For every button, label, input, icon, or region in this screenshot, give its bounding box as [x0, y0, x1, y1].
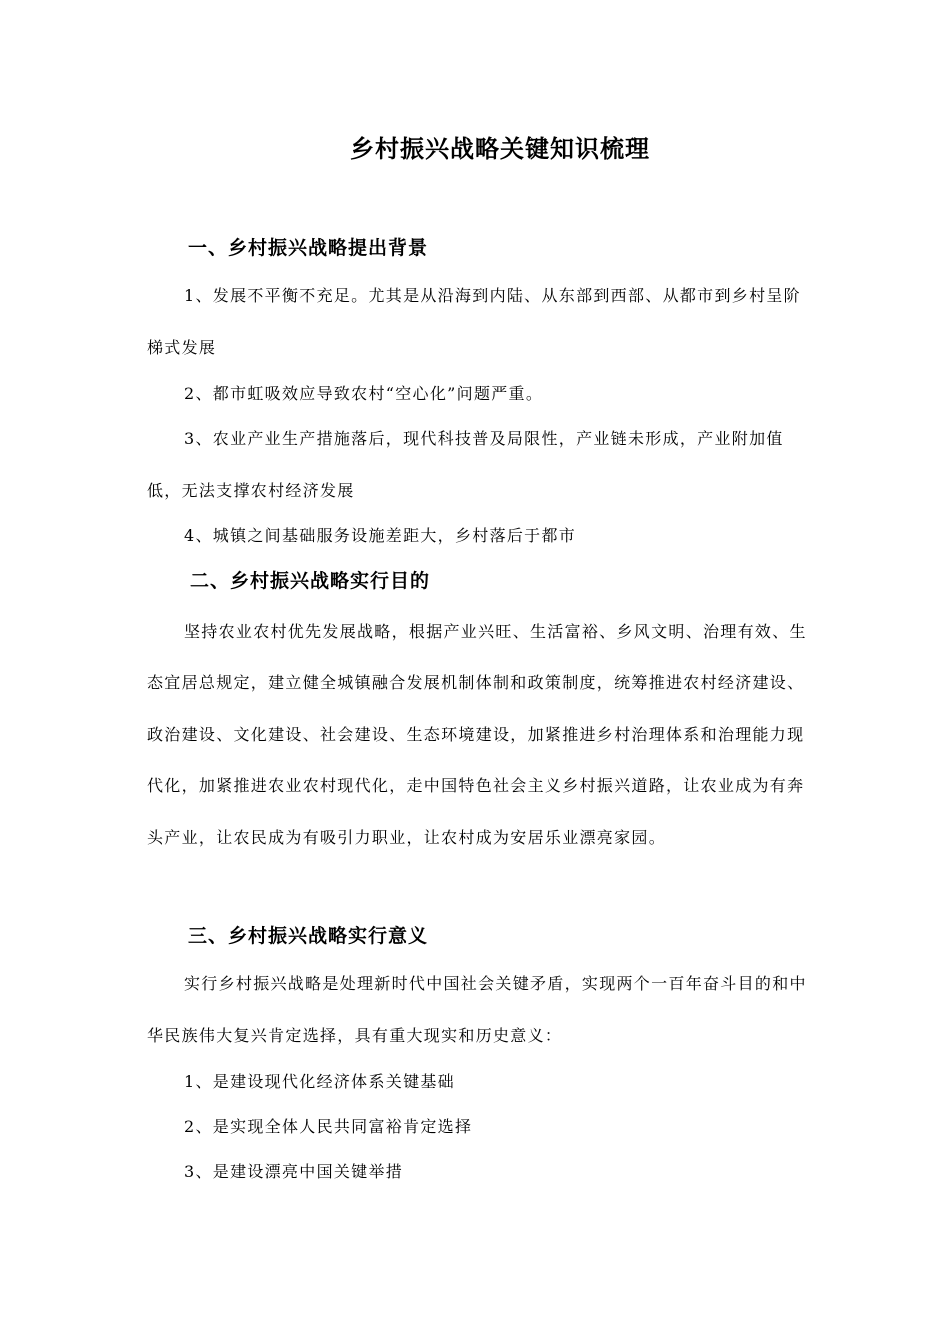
- paragraph: 2、都市虹吸效应导致农村“空心化”问题严重。: [184, 384, 544, 403]
- section-heading-significance: 三、乡村振兴战略实行意义: [188, 925, 429, 947]
- paragraph: 3、是建设漂亮中国关键举措: [184, 1162, 404, 1181]
- paragraph: 1、是建设现代化经济体系关键基础: [184, 1072, 455, 1091]
- paragraph: 4、城镇之间基础服务设施差距大，乡村落后于都市: [184, 526, 577, 545]
- section-heading-background: 一、乡村振兴战略提出背景: [188, 237, 429, 259]
- paragraph: 坚持农业农村优先发展战略，根据产业兴旺、生活富裕、乡风文明、治理有效、生态宜居总规定，建立健全城镇融合发展机制体制和政策制度，统筹推进农村经济建设、政治建设、文化建设、社会建设、生态环境建设，加紧推进乡村治理体系和治理能力现代化，加紧推进农业农村现代化，走中国特色社会主义乡村振兴道路，让农业成为有奔头产业，让农民成为有吸引力职业，让农村成为安居乐业漂亮家园。: [147, 622, 807, 847]
- paragraph: 3、农业产业生产措施落后，现代科技普及局限性，产业链未形成，产业附加值低，无法支撑农村经济发展: [147, 429, 784, 500]
- paragraph: 1、发展不平衡不充足。尤其是从沿海到内陆、从东部到西部、从都市到乡村呈阶梯式发展: [147, 286, 801, 357]
- paragraph: 实行乡村振兴战略是处理新时代中国社会关键矛盾，实现两个一百年奋斗目的和中华民族伟大复兴肯定选择，具有重大现实和历史意义：: [147, 974, 807, 1045]
- paragraph: 2、是实现全体人民共同富裕肯定选择: [184, 1117, 473, 1136]
- section-heading-goal: 二、乡村振兴战略实行目的: [190, 570, 431, 592]
- document-title: 乡村振兴战略关键知识梳理: [350, 135, 650, 163]
